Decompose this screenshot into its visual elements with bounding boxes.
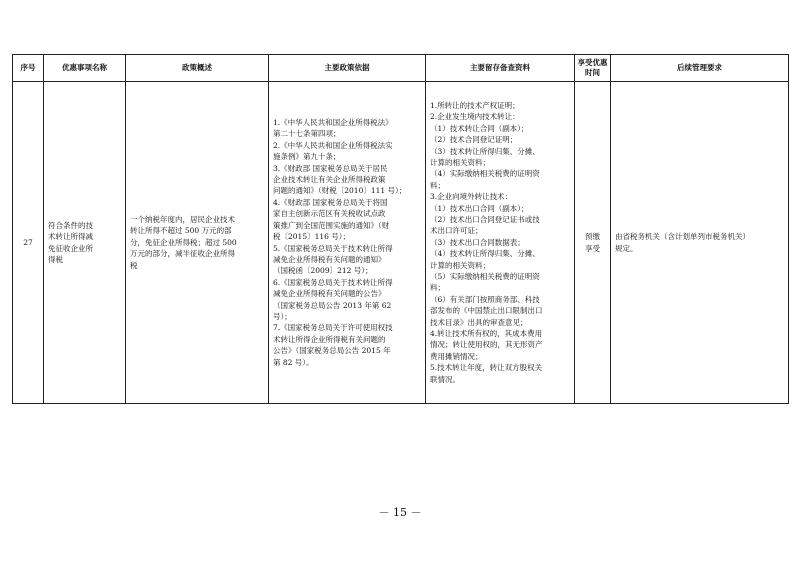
text-line: （2）技术出口合同登记证书或技	[430, 214, 540, 224]
text-line: 减免企业所得税有关问题的通知》	[273, 254, 386, 264]
cell-policy-basis	[269, 82, 426, 404]
text-line: （3）技术转让所得归集、分摊、	[430, 146, 540, 156]
text-line: 第二十七条第四项；	[273, 129, 341, 139]
text-line: 4.转让技术所有权的，其成本费用	[430, 329, 543, 339]
header-followup-mgmt: 后续管理要求	[611, 55, 789, 82]
header-row	[13, 55, 789, 82]
text-line: （3）技术出口合同数据表；	[430, 237, 525, 247]
text-line: （4）实际缴纳相关税费的证明资	[430, 169, 540, 179]
header-item-name: 优惠事项名称	[44, 55, 126, 82]
text-line: 联情况。	[430, 374, 460, 384]
text-line: 转让所得不超过 500 万元的部	[130, 226, 232, 236]
text-line: 部发布的《中国禁止出口限制出口	[430, 306, 543, 316]
text-line: 施条例》第九十条；	[273, 152, 341, 162]
text-line: 税	[130, 260, 138, 270]
cell-seq: 27	[13, 82, 44, 404]
time-lines	[577, 231, 608, 254]
text-line: 情况；转让使用权的，其无形资产	[430, 340, 543, 350]
text-line: 享受	[585, 243, 600, 253]
text-line: 由省税务机关（含计划单列市税务机关）	[615, 232, 750, 242]
text-line: 1.所转让的技术产权证明；	[430, 100, 520, 110]
cell-followup-mgmt	[611, 82, 789, 404]
cell-retained-docs	[426, 82, 575, 404]
overview-lines	[130, 214, 264, 271]
text-line: 策推广到全国范围实施的通知》（财	[273, 220, 390, 230]
header-policy-basis: 主要政策依据	[269, 55, 426, 82]
text-line: 7.《国家税务总局关于许可使用权技	[273, 323, 393, 333]
text-line: 术转让所得企业所得税有关问题的	[273, 334, 386, 344]
text-line: （1）技术转让合同（副本）；	[430, 123, 529, 133]
text-line: 计算的相关资料；	[430, 157, 490, 167]
text-line: 第 82 号）。	[273, 357, 314, 367]
text-line: 免征收企业所	[48, 243, 93, 253]
text-line: 料；	[430, 180, 445, 190]
text-line: （2）技术合同登记证明；	[430, 135, 518, 145]
cell-enjoy-time	[575, 82, 611, 404]
text-line: 料；	[430, 283, 445, 293]
header-seq: 序号	[13, 55, 44, 82]
text-line: （1）技术出口合同（副本）；	[430, 203, 529, 213]
text-line: 4.《财政部 国家税务总局关于将国	[273, 197, 388, 207]
text-line: 万元的部分，减半征收企业所得	[130, 249, 235, 259]
text-line: 2.《中华人民共和国企业所得税法实	[273, 140, 393, 150]
text-line: 3.《财政部 国家税务总局关于居民	[273, 163, 388, 173]
tax-incentive-table	[12, 54, 789, 404]
docs-lines	[430, 100, 570, 385]
text-line: 企业技术转让有关企业所得税政策	[273, 175, 386, 185]
text-line: （4）技术转让所得归集、分摊、	[430, 249, 540, 259]
text-line: 家自主创新示范区有关税收试点政	[273, 209, 386, 219]
text-line: 分，免征企业所得税；超过 500	[130, 237, 237, 247]
text-line: 计算的相关资料；	[430, 260, 490, 270]
text-line: 预缴	[585, 232, 600, 242]
cell-policy-overview	[126, 82, 269, 404]
text-line: （5）实际缴纳相关税费的证明资	[430, 272, 540, 282]
table-row	[13, 82, 789, 404]
text-line: 5.《国家税务总局关于技术转让所得	[273, 243, 393, 253]
text-line: 技术目录》出具的审查意见；	[430, 317, 528, 327]
text-line: 术转让所得减	[48, 232, 93, 242]
text-line: 1.《中华人民共和国企业所得税法》	[273, 118, 393, 128]
page-number: － 15 －	[378, 506, 422, 519]
basis-lines	[273, 117, 421, 368]
text-line: 问题的通知》（财税〔2010〕111 号）；	[273, 186, 407, 196]
text-line: （6）有关部门按照商务部、科技	[430, 294, 540, 304]
text-line: 2.企业发生境内技术转让：	[430, 112, 520, 122]
text-line: 一个纳税年度内，居民企业技术	[130, 214, 235, 224]
text-line: （国家税务总局公告 2013 年第 62	[273, 300, 392, 310]
text-line: （国税函〔2009〕212 号）；	[273, 266, 373, 276]
text-line: 6.《国家税务总局关于技术转让所得	[273, 277, 393, 287]
item-name-lines	[48, 220, 121, 266]
text-line: 符合条件的技	[48, 220, 93, 230]
text-line: 术出口许可证；	[430, 226, 483, 236]
text-line: 号）；	[273, 311, 292, 321]
cell-item-name	[44, 82, 126, 404]
text-line: 5.技术转让年度，转让双方股权关	[430, 363, 543, 373]
text-line: 费用摊销情况；	[430, 351, 483, 361]
text-line: 3.企业向境外转让技术：	[430, 192, 513, 202]
text-line: 税〔2015〕116 号）；	[273, 232, 351, 242]
header-policy-overview: 政策概述	[126, 55, 269, 82]
header-enjoy-time: 享受优惠时间	[575, 55, 611, 82]
header-retained-docs: 主要留存备查资料	[426, 55, 575, 82]
text-line: 得税	[48, 254, 63, 264]
text-line: 规定。	[615, 243, 638, 253]
text-line: 公告》（国家税务总局公告 2015 年	[273, 346, 391, 356]
mgmt-lines	[615, 231, 784, 254]
text-line: 减免企业所得税有关问题的公告》	[273, 289, 386, 299]
